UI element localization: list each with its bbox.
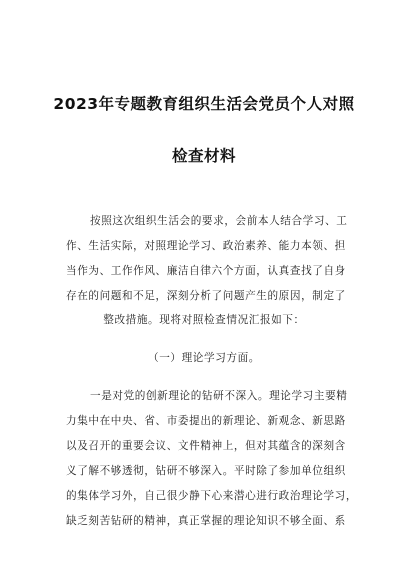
intro-line-3: 当作为、工作作风、廉洁自律六个方面，认真查找了自身: [66, 265, 346, 277]
body-line-6: 缺乏刻苦钻研的精神，真正掌握的理论知识不够全面、系: [66, 515, 346, 527]
body-line-1: 一是对党的创新理论的钻研不深入。理论学习主要精: [90, 390, 348, 402]
intro-line-1: 按照这次组织生活会的要求，会前本人结合学习、工: [90, 215, 348, 227]
document-title-line-2: 检查材料: [171, 147, 236, 165]
body-line-4: 义了解不够透彻，钻研不够深入。平时除了参加单位组织: [66, 465, 346, 477]
body-line-5: 的集体学习外，自己很少静下心来潜心进行政治理论学习，: [66, 490, 358, 502]
intro-line-4: 存在的问题和不足，深刻分析了问题产生的原因，制定了: [66, 290, 346, 302]
document-title-line-1: 2023年专题教育组织生活会党员个人对照: [53, 95, 355, 113]
body-line-2: 力集中在中央、省、市委提出的新理论、新观念、新思路: [66, 415, 346, 427]
intro-line-5: 整改措施。现将对照检查情况汇报如下：: [103, 314, 305, 326]
section-heading: （一）理论学习方面。: [148, 352, 260, 364]
body-line-3: 以及召开的重要会议、文件精神上，但对其蕴含的深刻含: [66, 440, 346, 452]
intro-line-2: 作、生活实际，对照理论学习、政治素养、能力本领、担: [66, 240, 346, 252]
